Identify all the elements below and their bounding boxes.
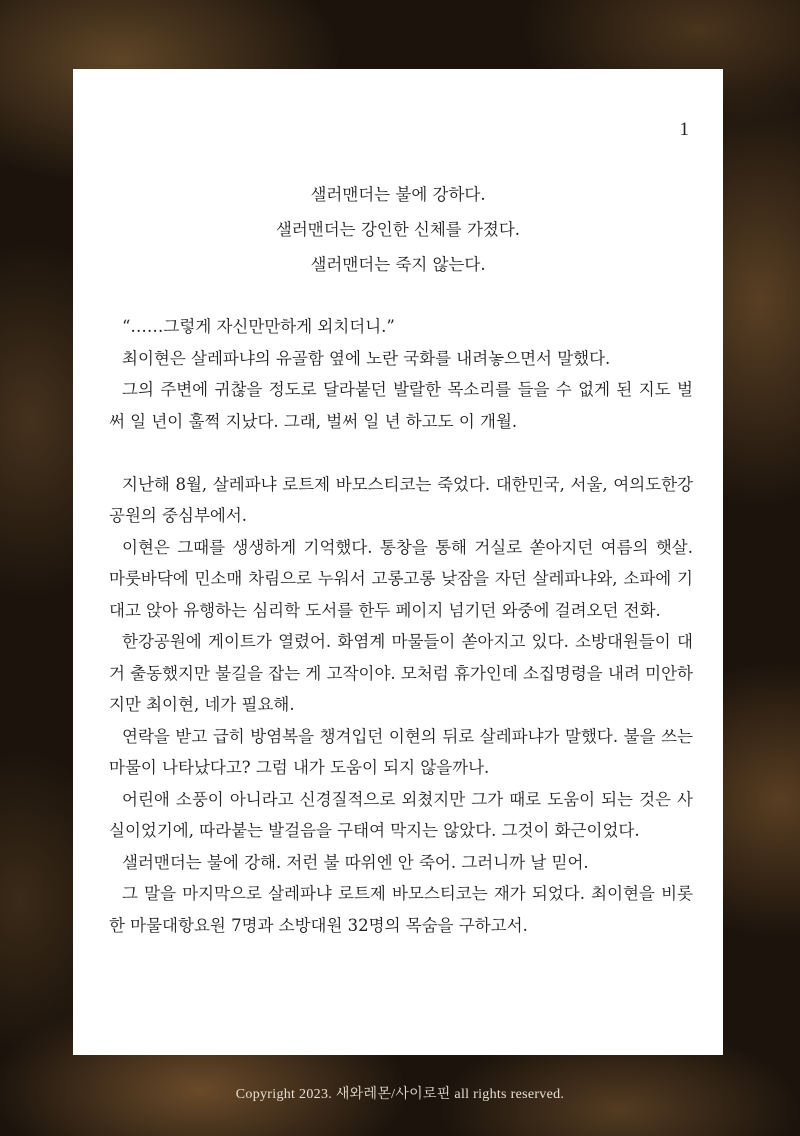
paragraph: “……그렇게 자신만만하게 외치더니.” xyxy=(122,317,395,336)
paragraph: 이현은 그때를 생생하게 기억했다. 통창을 통해 거실로 쏟아지던 여름의 햇살. 마룻바닥에 민소매 차림으로 누워서 고롱고롱 낮잠을 자던 살레파냐와, 소파에 기대고 앉아 유행하는 심리학 도서를 한두 페이지 넘기던 와중에 걸려오던 전화. xyxy=(109,537,693,620)
epigraph-line: 샐러맨더는 죽지 않는다. xyxy=(310,255,486,274)
epigraph-line: 샐러맨더는 불에 강하다. xyxy=(310,185,486,204)
paragraph: 그의 주변에 귀찮을 정도로 달라붙던 발랄한 목소리를 들을 수 없게 된 지도 벌써 일 년이 훌쩍 지났다. 그래, 벌써 일 년 하고도 이 개월. xyxy=(109,380,693,431)
book-page xyxy=(73,69,723,1055)
epigraph xyxy=(73,177,723,282)
paragraph: 지난해 8월, 살레파냐 로트제 바모스티코는 죽었다. 대한민국, 서울, 여의도한강공원의 중심부에서. xyxy=(109,474,693,525)
epigraph-line: 샐러맨더는 강인한 신체를 가졌다. xyxy=(275,220,521,239)
body-text xyxy=(109,311,693,941)
section-break xyxy=(109,437,693,469)
paragraph: 샐러맨더는 불에 강해. 저런 불 따위엔 안 죽어. 그러니까 날 믿어. xyxy=(122,852,589,872)
paragraph: 어린애 소풍이 아니라고 신경질적으로 외쳤지만 그가 때로 도움이 되는 것은 사실이었기에, 따라붙는 발걸음을 구태여 막지는 않았다. 그것이 화근이었다. xyxy=(109,789,693,840)
paragraph: 한강공원에 게이트가 열렸어. 화염계 마물들이 쏟아지고 있다. 소방대원들이 대거 출동했지만 불길을 잡는 게 고작이야. 모처럼 휴가인데 소집명령을 내려 미안하지만 최이현, 네가 필요해. xyxy=(109,632,693,714)
paragraph: 최이현은 살레파냐의 유골함 옆에 노란 국화를 내려놓으면서 말했다. xyxy=(122,348,611,368)
page-number: 1 xyxy=(679,119,689,140)
paragraph: 그 말을 마지막으로 살레파냐 로트제 바모스티코는 재가 되었다. 최이현을 비롯한 마물대항요원 7명과 소방대원 32명의 목숨을 구하고서. xyxy=(109,884,693,935)
copyright-notice: Copyright 2023. 새와레몬/사이로핀 all rights reserved. xyxy=(235,1087,565,1102)
paragraph: 연락을 받고 급히 방염복을 챙겨입던 이현의 뒤로 살레파냐가 말했다. 불을 쓰는 마물이 나타났다고? 그럼 내가 도움이 되지 않을까나. xyxy=(109,726,693,777)
